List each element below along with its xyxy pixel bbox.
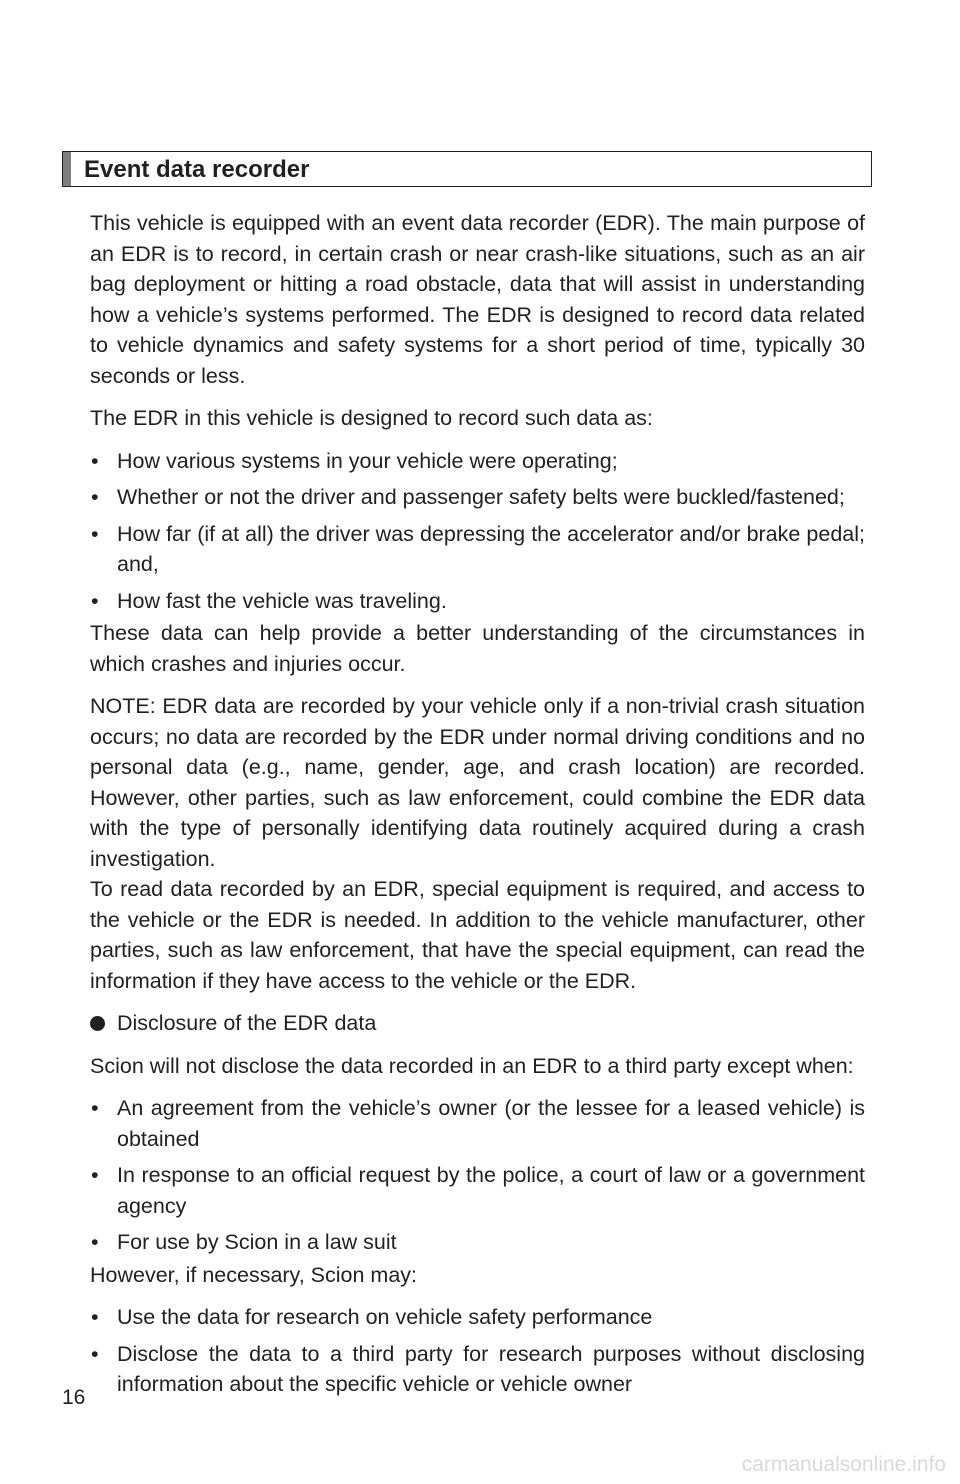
disclose-list	[90, 1093, 865, 1258]
list-item: • Use the data for research on vehicle safety performance	[90, 1302, 865, 1333]
disclose-intro-paragraph: Scion will not disclose the data recorded in an EDR to a third party except when:	[90, 1053, 854, 1078]
intro-paragraph: This vehicle is equipped with an event data recorder (EDR). The main purpose of an EDR is to record, in certain crash or near crash-like situations, such as an air bag deployment or hitting a road obstacle, data that will assist in understanding how a vehicle’s systems performed. The EDR is designed to record data related to vehicle dynamics and safety systems for a short period of time, typically 30 seconds or less.	[90, 211, 865, 388]
list-item: • For use by Scion in a law suit	[90, 1227, 865, 1258]
may-list	[90, 1302, 865, 1400]
read-paragraph: To read data recorded by an EDR, special equipment is required, and access to the vehicle or the EDR is needed. In addition to the vehicle manufacturer, other parties, such as law enforcement, that have the special equipment, can read the information if they have access to the vehicle or the EDR.	[90, 877, 865, 993]
designed-paragraph: The EDR in this vehicle is designed to record such data as:	[90, 406, 653, 430]
watermark: carmanualsonline.info	[741, 1453, 946, 1476]
list-item: • An agreement from the vehicle’s owner (or the lessee for a leased vehicle) is obtained	[90, 1093, 865, 1154]
list-item: • How far (if at all) the driver was depressing the accelerator and/or brake pedal; and,	[90, 519, 865, 580]
body-content	[90, 208, 865, 1406]
bullet-dot-icon	[90, 1016, 105, 1031]
section-header	[62, 151, 872, 187]
help-paragraph: These data can help provide a better understanding of the circumstances in which crashes and injuries occur.	[90, 621, 865, 676]
list-item: • Disclose the data to a third party for research purposes without disclosing information about the specific vehicle or vehicle owner	[90, 1339, 865, 1400]
list-item: • How fast the vehicle was traveling.	[90, 586, 865, 617]
record-list	[90, 446, 865, 617]
list-item: • How various systems in your vehicle were operating;	[90, 446, 865, 477]
subheading-text: Disclosure of the EDR data	[117, 1011, 377, 1035]
list-item: • Whether or not the driver and passenger safety belts were buckled/fastened;	[90, 482, 865, 513]
note-paragraph: NOTE: EDR data are recorded by your vehicle only if a non-trivial crash situation occurs; no data are recorded by the EDR under normal driving conditions and no personal data (e.g., name, gender, age, and crash location) are recorded. However, other parties, such as law enforcement, could combine the EDR data with the type of personally identifying data routinely acquired during a crash investigation.	[90, 694, 865, 871]
header-accent-bar	[63, 152, 71, 186]
page-number: 16	[62, 1386, 86, 1409]
list-item: • In response to an official request by the police, a court of law or a government agency	[90, 1160, 865, 1221]
disclosure-subheading	[90, 1008, 865, 1039]
however-paragraph: However, if necessary, Scion may:	[90, 1262, 418, 1287]
section-title: Event data recorder	[84, 156, 310, 183]
